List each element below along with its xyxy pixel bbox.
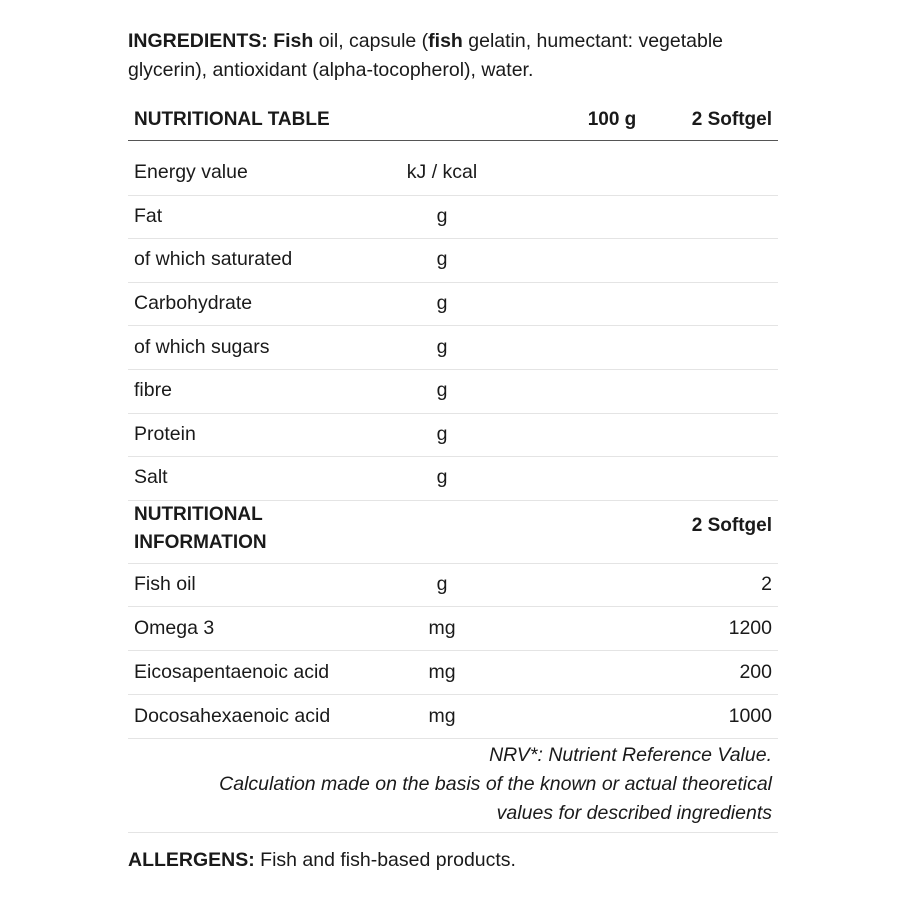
column-serving: 2 Softgel — [691, 109, 772, 130]
table-row — [128, 152, 778, 196]
allergens-label: ALLERGENS: — [128, 849, 255, 871]
nutrient-unit: mg — [428, 616, 456, 639]
allergens-text — [128, 849, 516, 872]
nutritional-information-title — [134, 501, 374, 557]
nutrient-unit: mg — [428, 660, 456, 683]
ingredients-part1: oil, capsule ( — [313, 30, 429, 52]
nutrient-name: Eicosapentaenoic acid — [134, 660, 330, 683]
nutritional-table-header — [128, 96, 778, 141]
table-row — [128, 326, 778, 370]
nutrient-unit: g — [436, 335, 448, 358]
nutrient-name: Omega 3 — [134, 616, 215, 639]
nutrient-name: of which saturated — [134, 248, 293, 271]
table-row — [128, 370, 778, 414]
nutritional-table — [128, 152, 778, 501]
nutrient-name: Protein — [134, 422, 196, 445]
table-row — [128, 695, 778, 739]
table-row — [128, 239, 778, 283]
nutrient-name: Energy value — [134, 161, 248, 184]
nutrient-unit: g — [436, 466, 448, 489]
ingredients-block — [128, 27, 778, 85]
ingredient-fish: Fish — [273, 30, 314, 52]
nutritional-table-title: NUTRITIONAL TABLE — [134, 109, 330, 130]
nutrient-value: 2 — [761, 572, 772, 595]
table-row — [128, 414, 778, 458]
nutrient-unit: mg — [428, 704, 456, 727]
nutrient-value: 200 — [739, 660, 772, 683]
nutrient-name: Fish oil — [134, 572, 196, 595]
nutrient-name: Carbohydrate — [134, 292, 253, 315]
ingredient-fish-2: fish — [428, 30, 463, 52]
nutrient-name: Fat — [134, 204, 163, 227]
nutrient-name: Salt — [134, 466, 168, 489]
nutrient-unit: g — [436, 248, 448, 271]
nutritional-information-header — [128, 493, 778, 564]
nutrient-name: fibre — [134, 379, 172, 402]
nutrient-unit: g — [436, 204, 448, 227]
nutrient-value: 1000 — [728, 704, 772, 727]
ingredients-part2: gelatin, humectant: vegetable glycerin), antioxidant (alpha-tocopherol), water. — [128, 30, 724, 81]
nutritional-information-table — [128, 563, 778, 739]
notes-block — [128, 736, 778, 833]
nutrient-unit: g — [436, 422, 448, 445]
nutrient-unit: g — [436, 379, 448, 402]
nutrient-unit: g — [436, 572, 448, 595]
nutrient-name: of which sugars — [134, 335, 270, 358]
nutrient-unit: g — [436, 292, 448, 315]
nrv-note: NRV*: Nutrient Reference Value. — [489, 744, 772, 766]
calculation-note-line1: Calculation made on the basis of the known or actual theoretical — [219, 773, 772, 795]
nutrient-value: 1200 — [728, 616, 772, 639]
table-row — [128, 607, 778, 651]
nutritional-information-title-line1: NUTRITIONAL — [134, 504, 263, 525]
table-row — [128, 651, 778, 695]
allergens-value: Fish and fish-based products. — [254, 849, 516, 871]
table-row — [128, 283, 778, 327]
ingredients-label: INGREDIENTS: — [128, 30, 268, 52]
info-column-serving: 2 Softgel — [691, 515, 772, 536]
nutrient-unit: kJ / kcal — [406, 161, 478, 184]
table-row — [128, 563, 778, 607]
table-row — [128, 196, 778, 240]
nutritional-information-title-line2: INFORMATION — [134, 532, 267, 553]
calculation-note-line2: values for described ingredients — [496, 802, 772, 824]
ingredients-text — [128, 27, 778, 85]
column-100g: 100 g — [587, 109, 637, 130]
nutrient-name: Docosahexaenoic acid — [134, 704, 331, 727]
